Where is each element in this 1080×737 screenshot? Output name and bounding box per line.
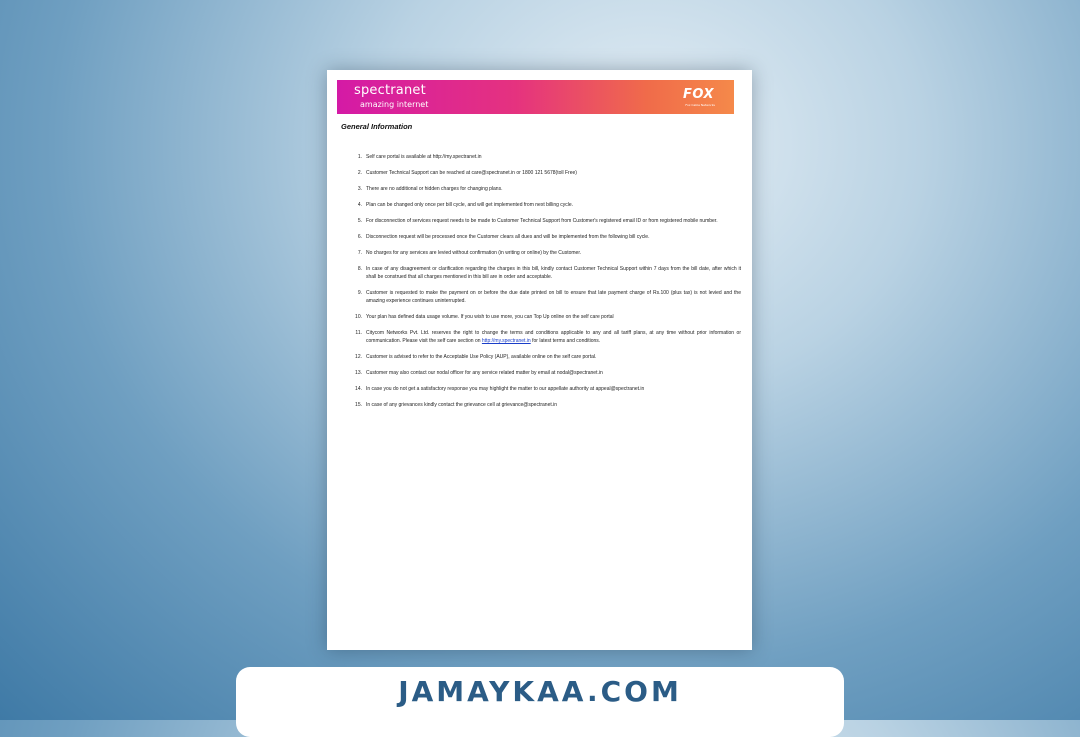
list-item: 11. Citycom Networks Pvt. Ltd. reserves the right to change the terms and conditions applicable to any and all tariff plans, at any time without prior information or communication. Please visit the self care section on http://my.spectranet.in for latest terms and conditions.: [355, 330, 741, 344]
section-heading: General Information: [341, 122, 413, 131]
site-watermark: JAMAYKAA.COM: [398, 675, 682, 708]
list-item: 2. Customer Technical Support can be reached at care@spectranet.in or 1800 121 5678(toll Free): [357, 170, 577, 176]
document-page: [327, 70, 752, 650]
list-item: 8. In case of any disagreement or clarification regarding the charges in this bill, kindly contact Customer Technical Support within 7 days from the bill date, after which it shall be construed that all charges mentioned in this bill are in order and acceptable.: [357, 266, 741, 280]
terms-list: [349, 153, 741, 417]
list-item: 9. Customer is requested to make the payment on or before the due date printed on bill to ensure that late payment charge of Rs.100 (plus tax) is not levied and the amazing experience continues uninterrupted.: [357, 290, 741, 304]
list-item: 13. Customer may also contact our nodal officer for any service related matter by email at nodal@spectranet.in: [355, 370, 603, 376]
list-item: 10. Your plan has defined data usage volume. If you wish to use more, you can Top Up online on the self care portal: [355, 314, 614, 320]
tagline: amazing internet: [360, 100, 429, 109]
list-item: 3. There are no additional or hidden charges for changing plans.: [357, 186, 503, 192]
list-item: 5. For disconnection of services request needs to be made to Customer Technical Support from Customer's registered email ID or from registered mobile number.: [357, 218, 718, 224]
fox-logo: FOX: [683, 87, 714, 102]
spectranet-logo: spectranet: [354, 83, 426, 98]
fox-logo-subtext: Fox Cable Networks: [685, 103, 715, 107]
list-item: 12. Customer is advised to refer to the Acceptable Use Policy (AUP), available online on the self care portal.: [355, 354, 597, 360]
header-banner: [337, 80, 734, 114]
self-care-link[interactable]: http://my.spectranet.in: [481, 338, 531, 344]
list-item: 4. Plan can be changed only once per bill cycle, and will get implemented from next billing cycle.: [357, 202, 574, 208]
list-item: 7. No charges for any services are levied without confirmation (in writing or online) by the Customer.: [357, 250, 582, 256]
list-item: 14. In case you do not get a satisfactory response you may highlight the matter to our appellate authority at appeal@spectranet.in: [355, 386, 645, 392]
list-item: 15. In case of any grievances kindly contact the grievance cell at grievance@spectranet.in: [355, 402, 558, 408]
list-item: 1. Self care portal is available at http://my.spectranet.in: [357, 154, 482, 160]
list-item: 6. Disconnection request will be processed once the Customer clears all dues and will be implemented from the following bill cycle.: [357, 234, 650, 240]
footer-banner: [236, 667, 844, 737]
